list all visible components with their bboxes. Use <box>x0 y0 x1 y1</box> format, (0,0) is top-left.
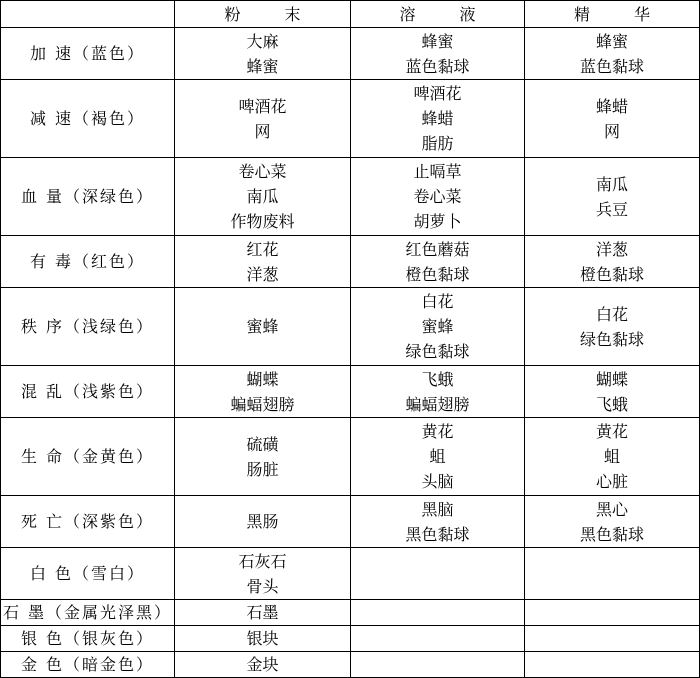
ingredient-item: 啤酒花 <box>413 84 462 103</box>
header-solution: 溶 液 <box>351 1 525 28</box>
cell-solution <box>351 496 525 548</box>
table-row <box>1 600 700 626</box>
cell-solution <box>351 80 525 158</box>
cell-powder <box>175 496 351 548</box>
cell-powder <box>175 158 351 236</box>
ingredient-item: 白花 <box>421 292 454 311</box>
cell-solution <box>351 236 525 288</box>
row-label: 死 亡（深紫色） <box>1 496 175 548</box>
ingredient-item: 飞蛾 <box>595 394 628 414</box>
ingredient-item: 蛆 <box>603 447 620 466</box>
row-label: 白 色（雪白） <box>1 548 175 600</box>
cell-solution <box>351 418 525 496</box>
cell-powder <box>175 600 351 626</box>
ingredient-item: 蜂蜜 <box>246 56 279 76</box>
cell-powder <box>175 652 351 678</box>
table-row <box>1 288 700 366</box>
row-label: 秩 序（浅绿色） <box>1 288 175 366</box>
table-row <box>1 80 700 158</box>
ingredient-item: 骨头 <box>246 576 279 596</box>
cell-essence <box>525 626 700 652</box>
cell-solution <box>351 28 525 80</box>
cell-solution <box>351 548 525 600</box>
cell-essence <box>525 418 700 496</box>
ingredient-item: 作物废料 <box>230 212 295 231</box>
row-label: 石 墨（金属光泽黑） <box>1 600 175 626</box>
ingredient-item: 硫磺 <box>246 434 279 454</box>
ingredient-item: 洋葱 <box>246 264 279 284</box>
cell-essence <box>525 600 700 626</box>
cell-essence <box>525 28 700 80</box>
ingredient-item: 卷心菜 <box>238 162 287 181</box>
ingredient-item: 蝙蝠翅膀 <box>405 394 470 414</box>
cell-solution <box>351 652 525 678</box>
row-label: 有 毒（红色） <box>1 236 175 288</box>
cell-essence <box>525 158 700 236</box>
ingredient-item: 黑心 <box>595 499 628 519</box>
table-row <box>1 236 700 288</box>
ingredient-item: 南瓜 <box>595 174 628 194</box>
ingredient-item: 胡萝卜 <box>413 212 462 231</box>
ingredient-item: 网 <box>254 121 271 141</box>
ingredient-item: 黑色黏球 <box>405 524 470 544</box>
ingredient-item: 蓝色黏球 <box>579 56 644 76</box>
cell-powder <box>175 80 351 158</box>
cell-solution <box>351 600 525 626</box>
ingredient-item: 蝴蝶 <box>246 369 279 389</box>
ingredient-item: 石墨 <box>246 603 279 622</box>
ingredient-item: 蜂蜜 <box>595 31 628 51</box>
ingredient-item: 大麻 <box>246 31 279 51</box>
ingredient-item: 蛆 <box>429 447 446 466</box>
table-row <box>1 652 700 678</box>
cell-essence <box>525 288 700 366</box>
ingredient-item: 蜜蜂 <box>246 317 279 336</box>
ingredient-item: 黑色黏球 <box>579 524 644 544</box>
ingredient-item: 橙色黏球 <box>405 264 470 284</box>
ingredient-item: 绿色黏球 <box>405 342 470 361</box>
cell-powder <box>175 418 351 496</box>
ingredient-item: 头脑 <box>421 472 454 491</box>
ingredient-item: 蜜蜂 <box>421 317 454 336</box>
header-row <box>1 1 700 28</box>
ingredient-item: 兵豆 <box>595 199 628 219</box>
table-row <box>1 418 700 496</box>
cell-powder <box>175 626 351 652</box>
ingredient-item: 绿色黏球 <box>579 329 644 349</box>
cell-powder <box>175 28 351 80</box>
cell-solution <box>351 626 525 652</box>
header-corner <box>1 1 175 28</box>
ingredient-item: 石灰石 <box>238 551 287 571</box>
ingredient-item: 肠脏 <box>246 459 279 479</box>
ingredient-item: 脂肪 <box>421 134 454 153</box>
header-essence: 精 华 <box>525 1 700 28</box>
cell-solution <box>351 288 525 366</box>
ingredient-item: 啤酒花 <box>238 96 287 116</box>
ingredient-item: 南瓜 <box>246 187 279 206</box>
row-label: 银 色（银灰色） <box>1 626 175 652</box>
cell-essence <box>525 366 700 418</box>
row-label: 加 速（蓝色） <box>1 28 175 80</box>
ingredient-item: 金块 <box>246 655 279 674</box>
row-label: 金 色（暗金色） <box>1 652 175 678</box>
row-label: 血 量（深绿色） <box>1 158 175 236</box>
cell-powder <box>175 366 351 418</box>
ingredient-item: 黄花 <box>421 422 454 441</box>
table-row <box>1 626 700 652</box>
cell-solution <box>351 158 525 236</box>
table-row <box>1 158 700 236</box>
ingredient-item: 蜂蜡 <box>421 109 454 128</box>
cell-powder <box>175 236 351 288</box>
ingredient-item: 黑肠 <box>246 512 279 531</box>
ingredient-item: 蓝色黏球 <box>405 56 470 76</box>
ingredient-item: 飞蛾 <box>421 369 454 389</box>
cell-powder <box>175 548 351 600</box>
ingredient-item: 黄花 <box>595 422 628 441</box>
cell-essence <box>525 80 700 158</box>
ingredient-item: 橙色黏球 <box>579 264 644 284</box>
cell-essence <box>525 236 700 288</box>
cell-essence <box>525 548 700 600</box>
cell-powder <box>175 288 351 366</box>
ingredient-item: 红花 <box>246 239 279 259</box>
ingredient-item: 蜂蜜 <box>421 31 454 51</box>
row-label: 减 速（褐色） <box>1 80 175 158</box>
ingredient-item: 蝴蝶 <box>595 369 628 389</box>
ingredient-item: 蝙蝠翅膀 <box>230 394 295 414</box>
ingredient-item: 洋葱 <box>595 239 628 259</box>
ingredient-item: 网 <box>603 121 620 141</box>
table-body <box>1 28 700 678</box>
row-label: 生 命（金黄色） <box>1 418 175 496</box>
table-row <box>1 366 700 418</box>
ingredient-item: 黑脑 <box>421 499 454 519</box>
ingredient-item: 白花 <box>595 304 628 324</box>
cell-essence <box>525 652 700 678</box>
ingredient-item: 红色蘑菇 <box>405 239 470 259</box>
cell-solution <box>351 366 525 418</box>
ingredient-item: 卷心菜 <box>413 187 462 206</box>
header-powder: 粉 末 <box>175 1 351 28</box>
table-row <box>1 496 700 548</box>
ingredient-item: 蜂蜡 <box>595 96 628 116</box>
table-row <box>1 548 700 600</box>
row-label: 混 乱（浅紫色） <box>1 366 175 418</box>
ingredient-item: 止嗝草 <box>413 162 462 181</box>
ingredient-item: 银块 <box>246 629 279 648</box>
ingredient-item: 心脏 <box>595 472 628 491</box>
table-row <box>1 28 700 80</box>
cell-essence <box>525 496 700 548</box>
